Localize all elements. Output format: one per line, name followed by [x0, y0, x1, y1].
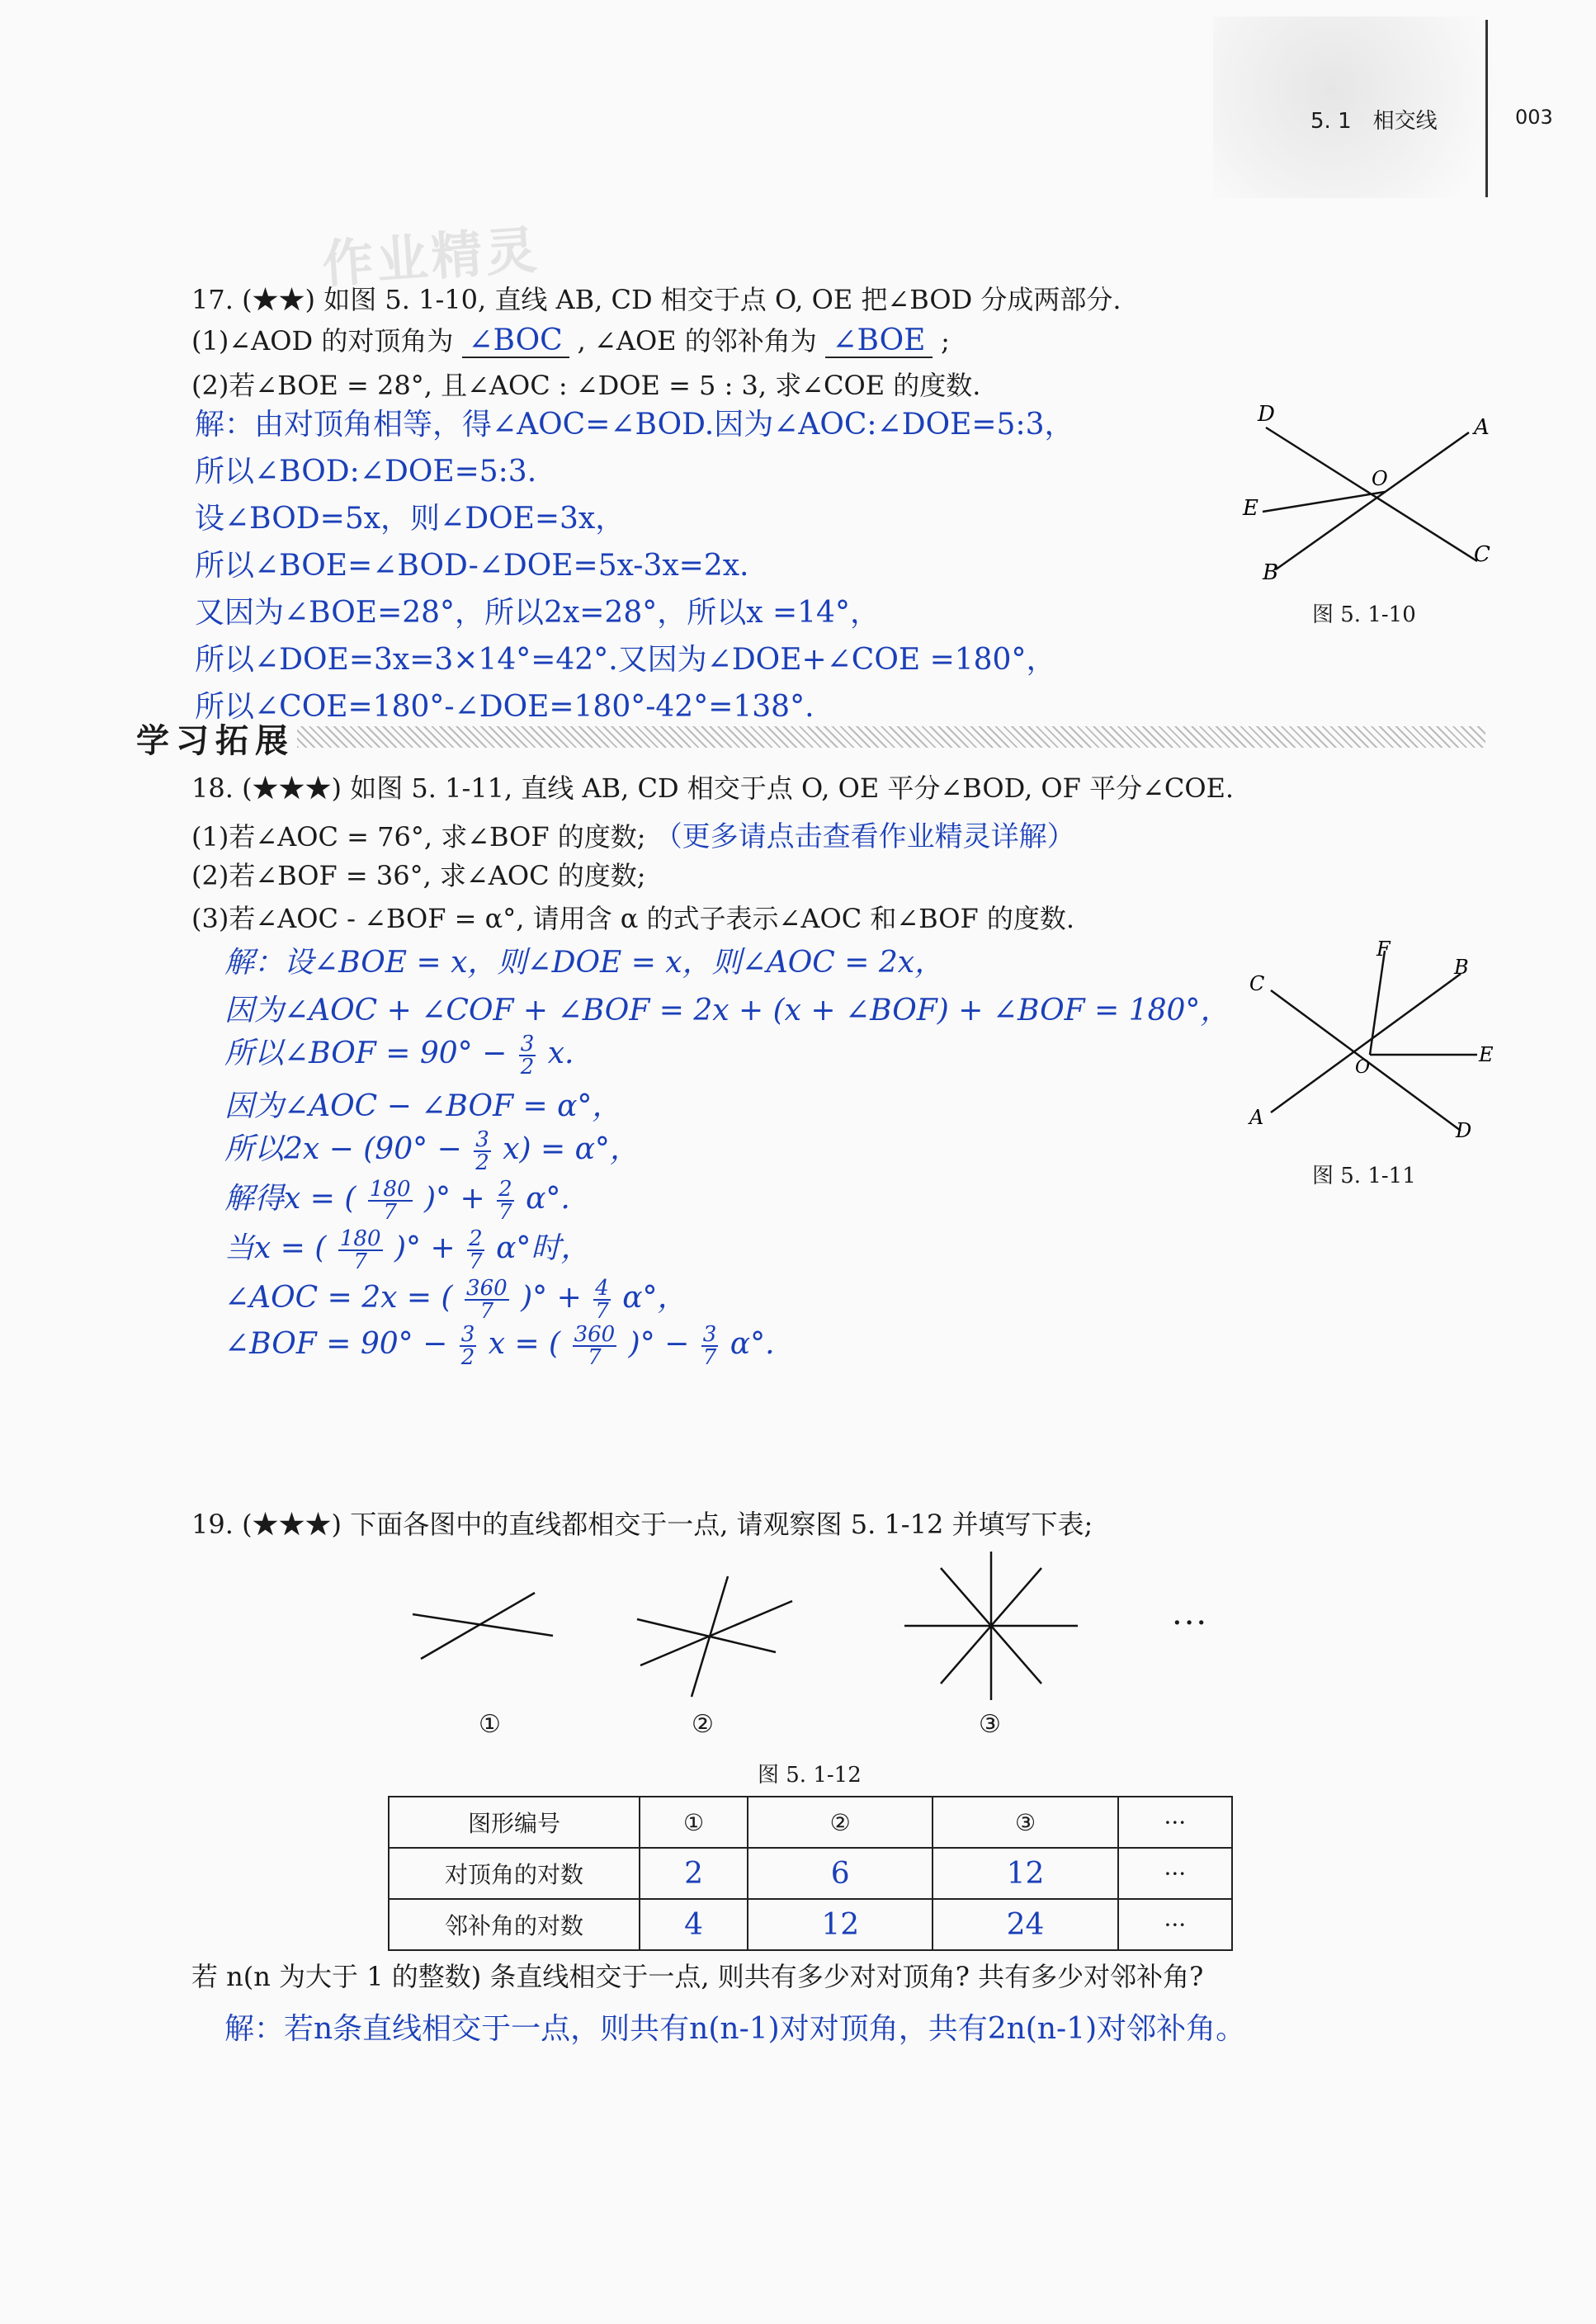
fraction: $\frac{360}{7}$	[574, 1322, 616, 1370]
q18-l8-a: ∠AOC = 2x = (	[224, 1281, 453, 1315]
figure-5-1-12	[396, 1543, 1254, 1708]
q19-answer: 解：若n条直线相交于一点，则共有n(n-1)对对顶角，共有2n(n-1)对邻补角。	[224, 2012, 1246, 2046]
q18-solution-line-8	[224, 1274, 687, 1322]
q19-stem: 19. (★★★) 下面各图中的直线都相交于一点, 请观察图 5. 1-12 并填写下表;	[191, 1509, 1093, 1540]
q18-l3-a: 所以∠BOF = 90° −	[224, 1037, 508, 1070]
q17-solution-line-1: 解：由对顶角相等，得∠AOC=∠BOD.因为∠AOC:∠DOE=5:3，	[195, 408, 1074, 442]
fig12-ellipsis: ···	[1172, 1604, 1209, 1642]
fig10-label-A: A	[1474, 415, 1490, 440]
q17-solution-line-3: 设∠BOD=5x，则∠DOE=3x，	[195, 502, 626, 536]
watermark: 作业精灵	[320, 219, 542, 295]
table-cell: 2	[640, 1848, 748, 1899]
figure-5-1-12-caption: 图 5. 1-12	[758, 1763, 862, 1788]
fraction: $\frac{4}{7}$	[595, 1276, 609, 1324]
q18-part3: (3)若∠AOC - ∠BOF = α°, 请用含 α 的式子表示∠AOC 和∠BOF 的度数.	[191, 903, 1075, 934]
q18-l8-b: )° +	[521, 1281, 582, 1315]
header-divider	[1485, 20, 1488, 197]
fig11-label-D: D	[1456, 1119, 1472, 1142]
fig12-label-2: ②	[692, 1710, 714, 1739]
table-cell: 图形编号	[389, 1797, 640, 1848]
q18-l9-d: α°.	[730, 1327, 775, 1361]
fraction: $\frac{180}{7}$	[339, 1226, 381, 1274]
q17-solution-line-7: 所以∠COE=180°-∠DOE=180°-42°=138°.	[195, 690, 815, 724]
q18-l7-c: α°时，	[496, 1231, 591, 1265]
fig12-label-3: ③	[979, 1710, 1001, 1739]
q17-solution-line-6: 所以∠DOE=3x=3×14°=42°.又因为∠DOE+∠COE =180°，	[195, 643, 1056, 677]
q18-solution-line-1: 解：设∠BOE = x，则∠DOE = x，则∠AOC = 2x，	[224, 946, 945, 980]
fraction: $\frac{3}{2}$	[520, 1032, 535, 1079]
header-section: 5. 1 相交线	[1310, 109, 1438, 134]
fig12-diagram-1	[413, 1593, 553, 1659]
q18-solution-line-7	[224, 1225, 590, 1273]
figure-5-1-10-caption: 图 5. 1-10	[1312, 602, 1416, 627]
q17-part2: (2)若∠BOE = 28°, 且∠AOC : ∠DOE = 5 : 3, 求∠COE 的度数.	[191, 370, 981, 401]
q18-part1-text: (1)若∠AOC = 76°, 求∠BOF 的度数;	[191, 821, 646, 853]
q17-solution-line-4: 所以∠BOE=∠BOD-∠DOE=5x-3x=2x.	[195, 549, 749, 583]
figure-5-1-11	[1238, 933, 1510, 1147]
q18-l9-b: x = (	[488, 1327, 561, 1361]
q18-l9-a: ∠BOF = 90° −	[224, 1327, 448, 1361]
q18-more-link[interactable]: （更多请点击查看作业精灵详解）	[654, 820, 1075, 853]
q18-solution-line-2: 因为∠AOC + ∠COF + ∠BOF = 2x + (x + ∠BOF) + ∠BOF = 180°，	[224, 994, 1230, 1027]
fig12-diagram-2	[637, 1576, 792, 1697]
fig11-label-E: E	[1479, 1043, 1494, 1066]
q18-l6-c: α°.	[526, 1182, 570, 1216]
fig11-label-O: O	[1355, 1057, 1371, 1078]
q18-l9-c: )° −	[628, 1327, 690, 1361]
fig10-label-C: C	[1474, 542, 1490, 567]
table-cell: 12	[933, 1848, 1117, 1899]
table-cell: ③	[933, 1797, 1117, 1848]
fig12-diagram-3	[904, 1552, 1078, 1700]
q17-part1-text-a: (1)∠AOD 的对顶角为	[191, 325, 454, 357]
table-cell: ···	[1118, 1899, 1232, 1950]
fraction: $\frac{2}{7}$	[498, 1177, 512, 1225]
q18-solution-line-3	[224, 1030, 574, 1078]
q17-part1-text-c: ;	[941, 325, 950, 357]
fig10-label-E: E	[1243, 496, 1258, 521]
fig10-label-B: B	[1263, 560, 1279, 585]
fig12-label-1: ①	[479, 1710, 501, 1739]
table-cell: 6	[748, 1848, 933, 1899]
q18-l3-b: x.	[547, 1037, 574, 1070]
q18-l7-a: 当x = (	[224, 1231, 327, 1265]
fig11-label-C: C	[1249, 972, 1265, 995]
q18-l6-a: 解得x = (	[224, 1182, 357, 1216]
q18-solution-line-5	[224, 1126, 640, 1174]
fraction: $\frac{3}{2}$	[460, 1322, 475, 1370]
fig11-label-F: F	[1376, 938, 1391, 961]
table-cell: ②	[748, 1797, 933, 1848]
table-cell: ···	[1118, 1797, 1232, 1848]
q17-part1	[191, 320, 950, 358]
q18-l5-b: x) = α°，	[503, 1132, 640, 1166]
q18-part1	[191, 814, 1075, 854]
table-cell: ①	[640, 1797, 748, 1848]
q17-blank-2: ∠BOE	[825, 325, 933, 358]
table-cell: 4	[640, 1899, 748, 1950]
figure-5-1-11-caption: 图 5. 1-11	[1312, 1164, 1416, 1188]
table-cell: 24	[933, 1899, 1117, 1950]
q19-question: 若 n(n 为大于 1 的整数) 条直线相交于一点, 则共有多少对对顶角? 共有多少对邻补角?	[191, 1961, 1204, 1992]
fig10-label-D: D	[1258, 402, 1275, 427]
fig11-label-B: B	[1454, 956, 1469, 979]
q17-blank-1: ∠BOC	[462, 325, 569, 358]
fraction: $\frac{3}{7}$	[702, 1322, 717, 1370]
q19-table	[388, 1796, 1233, 1951]
q17-solution-line-5: 又因为∠BOE=28°，所以2x=28°，所以x =14°，	[195, 596, 880, 630]
table-row	[389, 1797, 1232, 1848]
q17-part1-text-b: , ∠AOE 的邻补角为	[577, 325, 817, 357]
fraction: $\frac{2}{7}$	[469, 1226, 483, 1274]
table-cell: 邻补角的对数	[389, 1899, 640, 1950]
fraction: $\frac{360}{7}$	[466, 1276, 508, 1324]
q18-solution-line-4: 因为∠AOC − ∠BOF = α°，	[224, 1089, 622, 1123]
fraction: $\frac{3}{2}$	[475, 1127, 489, 1175]
q17-solution-line-2: 所以∠BOD:∠DOE=5:3.	[195, 455, 537, 489]
q18-l5-a: 所以2x − (90° −	[224, 1132, 462, 1166]
page-number: 003	[1515, 106, 1553, 129]
q18-l8-c: α°，	[622, 1281, 687, 1315]
table-cell: 12	[748, 1899, 933, 1950]
section-divider	[297, 726, 1485, 748]
section-title: 学习拓展	[136, 722, 295, 760]
table-row	[389, 1848, 1232, 1899]
table-row	[389, 1899, 1232, 1950]
table-cell: ···	[1118, 1848, 1232, 1899]
q18-l6-b: )° +	[423, 1182, 485, 1216]
q18-solution-line-9	[224, 1324, 775, 1368]
q18-l7-b: )° +	[394, 1231, 456, 1265]
q18-stem: 18. (★★★) 如图 5. 1-11, 直线 AB, CD 相交于点 O, OE 平分∠BOD, OF 平分∠COE.	[191, 772, 1235, 804]
table-cell: 对顶角的对数	[389, 1848, 640, 1899]
q17-stem: 17. (★★) 如图 5. 1-10, 直线 AB, CD 相交于点 O, OE 把∠BOD 分成两部分.	[191, 284, 1121, 315]
fraction: $\frac{180}{7}$	[369, 1177, 411, 1225]
q18-solution-line-6	[224, 1175, 570, 1223]
fig10-label-O: O	[1372, 467, 1388, 490]
q18-part2: (2)若∠BOF = 36°, 求∠AOC 的度数;	[191, 860, 646, 891]
figure-5-1-10	[1230, 396, 1502, 586]
fig11-label-A: A	[1249, 1106, 1264, 1129]
